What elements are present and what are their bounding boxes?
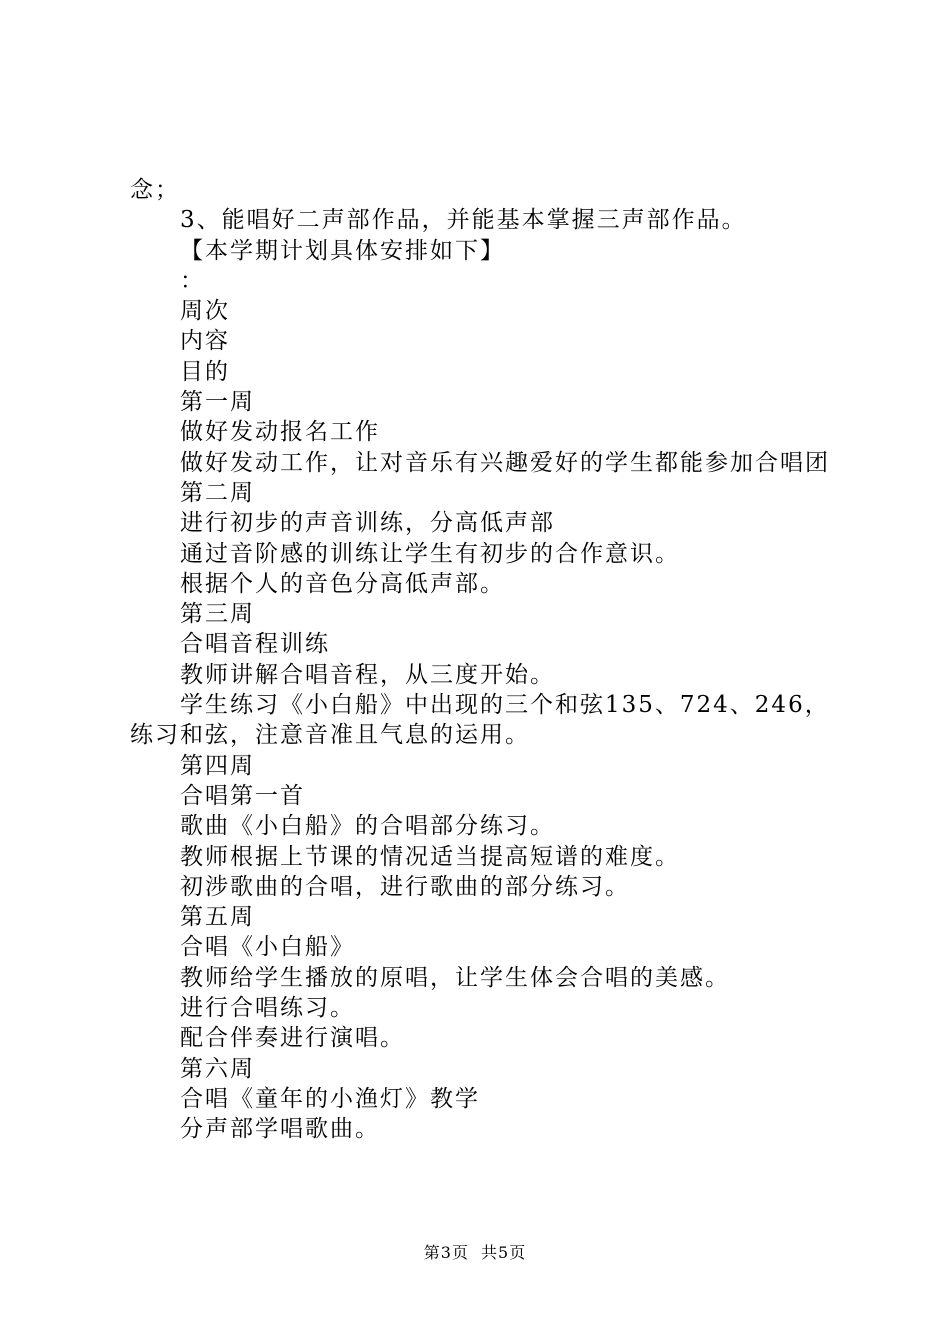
week-goal: 教师给学生播放的原唱，让学生体会合唱的美感。 <box>180 964 730 991</box>
week-content: 进行初步的声音训练，分高低声部 <box>180 510 555 537</box>
week-goal: 进行合唱练习。 <box>180 995 355 1022</box>
page-number: 第3页 <box>423 1243 469 1262</box>
page-footer <box>0 1243 950 1263</box>
week-goal: 通过音阶感的训练让学生有初步的合作意识。 <box>180 540 680 567</box>
document-body <box>130 175 840 1145</box>
week-goal: 初涉歌曲的合唱，进行歌曲的部分练习。 <box>180 873 630 900</box>
table-header-content: 内容 <box>180 328 230 355</box>
week-goal: 分声部学唱歌曲。 <box>180 1116 380 1143</box>
week-label: 第五周 <box>180 904 255 931</box>
week-goal: 歌曲《小白船》的合唱部分练习。 <box>180 813 555 840</box>
week-label: 第四周 <box>180 752 255 779</box>
week-content: 合唱第一首 <box>180 782 305 809</box>
week-content: 合唱《小白船》 <box>180 934 355 961</box>
text-line: 念； <box>130 177 180 203</box>
table-header-week: 周次 <box>180 298 230 325</box>
text-line: 3、能唱好二声部作品，并能基本掌握三声部作品。 <box>180 207 747 234</box>
table-header-goal: 目的 <box>180 358 230 385</box>
week-content: 合唱《童年的小渔灯》教学 <box>180 1085 480 1112</box>
week-label: 第三周 <box>180 601 255 628</box>
week-content: 合唱音程训练 <box>180 631 330 658</box>
week-content: 做好发动报名工作 <box>180 419 380 446</box>
week-goal: 做好发动工作，让对音乐有兴趣爱好的学生都能参加合唱团 <box>180 449 830 476</box>
week-label: 第一周 <box>180 389 255 416</box>
section-heading: 【本学期计划具体安排如下】 <box>180 237 505 264</box>
text-line: ： <box>180 267 205 294</box>
week-goal: 学生练习《小白船》中出现的三个和弦135、724、246，练习和弦，注意音准且气息的运用。 <box>130 692 830 749</box>
week-goal: 根据个人的音色分高低声部。 <box>180 570 505 597</box>
page-total: 共5页 <box>481 1243 527 1262</box>
week-goal: 教师讲解合唱音程，从三度开始。 <box>180 661 555 688</box>
week-label: 第二周 <box>180 479 255 506</box>
week-label: 第六周 <box>180 1055 255 1082</box>
week-goal: 配合伴奏进行演唱。 <box>180 1025 405 1052</box>
week-goal: 教师根据上节课的情况适当提高短谱的难度。 <box>180 843 680 870</box>
